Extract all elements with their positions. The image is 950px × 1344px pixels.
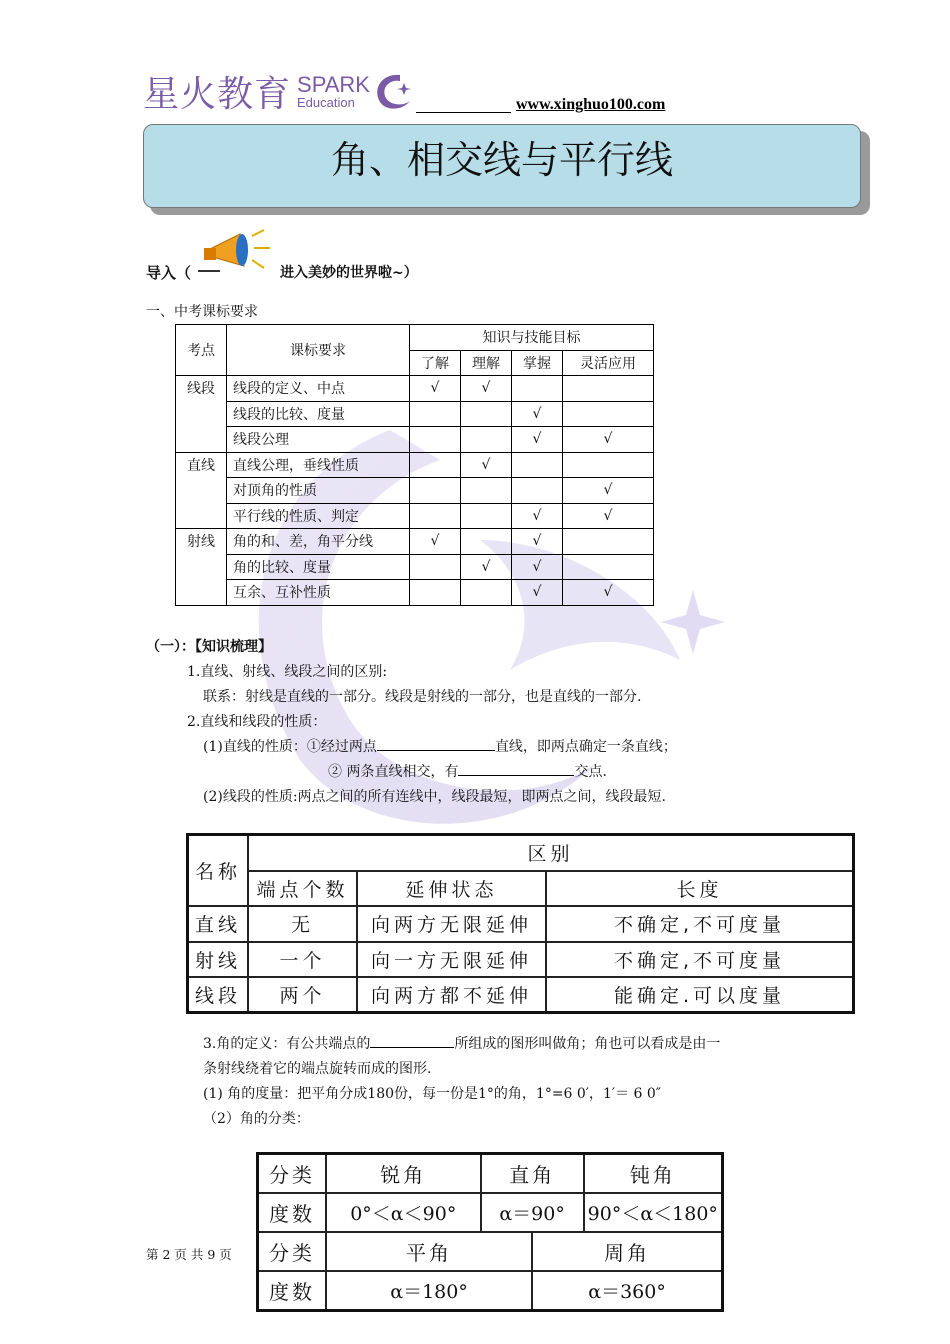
section-heading-requirements: 一、中考课标要求 bbox=[146, 304, 258, 320]
logo-education: Education bbox=[297, 94, 355, 110]
paragraph bbox=[328, 761, 607, 781]
text-part: (1)直线的性质：①经过两点 bbox=[203, 739, 377, 755]
table-header: 度数 bbox=[258, 1193, 327, 1232]
fill-blank[interactable] bbox=[458, 761, 574, 776]
table-cell: √ bbox=[410, 376, 461, 402]
table-header: 名称 bbox=[188, 835, 249, 906]
table-header: 区别 bbox=[248, 835, 854, 871]
table-cell: 周角 bbox=[532, 1232, 722, 1271]
table-cell: 两个 bbox=[248, 977, 357, 1013]
table-cell bbox=[461, 478, 512, 504]
table-cell: 无 bbox=[248, 906, 357, 942]
paragraph: 1.直线、射线、线段之间的区别: bbox=[187, 664, 388, 680]
table-header: 掌握 bbox=[512, 350, 563, 376]
text-part: 所组成的图形叫做角；角也可以看成是由一 bbox=[454, 1036, 721, 1052]
table-cell: √ bbox=[512, 580, 563, 606]
text-part: 3.角的定义：有公共端点的 bbox=[203, 1036, 371, 1052]
table-cell: 线段公理 bbox=[227, 427, 410, 453]
page-title: 角、相交线与平行线 bbox=[330, 138, 673, 182]
table-cell: 平角 bbox=[326, 1232, 532, 1271]
fill-blank[interactable] bbox=[370, 1033, 454, 1048]
table-cell: α＝360° bbox=[532, 1271, 722, 1311]
table-cell-point: 线段 bbox=[176, 376, 227, 453]
table-cell: √ bbox=[563, 503, 654, 529]
table-cell: 锐角 bbox=[326, 1154, 481, 1194]
table-header: 分类 bbox=[258, 1232, 327, 1271]
intro-label: 导入（ bbox=[146, 264, 192, 282]
table-header: 知识与技能目标 bbox=[410, 325, 654, 351]
table-header: 灵活应用 bbox=[563, 350, 654, 376]
table-cell: α＝180° bbox=[326, 1271, 532, 1311]
table-cell bbox=[461, 401, 512, 427]
table-cell: 直线公理，垂线性质 bbox=[227, 452, 410, 478]
table-cell: 钝角 bbox=[584, 1154, 723, 1194]
table-cell: √ bbox=[512, 503, 563, 529]
table-cell: 角的比较、度量 bbox=[227, 554, 410, 580]
angle-classification-table bbox=[256, 1152, 724, 1312]
section-heading-knowledge: （一）：【知识梳理】 bbox=[146, 639, 272, 655]
table-cell: 线段 bbox=[188, 977, 249, 1013]
table-header: 度数 bbox=[258, 1271, 327, 1311]
paragraph: （2）角的分类： bbox=[203, 1111, 310, 1127]
table-cell: √ bbox=[563, 580, 654, 606]
table-cell bbox=[410, 580, 461, 606]
table-cell: √ bbox=[563, 427, 654, 453]
table-cell: α＝90° bbox=[481, 1193, 584, 1232]
table-cell bbox=[461, 580, 512, 606]
table-cell: 向两方都不延伸 bbox=[357, 977, 546, 1013]
website-url[interactable]: www.xinghuo100.com bbox=[516, 96, 666, 113]
table-cell: √ bbox=[512, 529, 563, 555]
megaphone-icon bbox=[192, 226, 278, 276]
fill-blank[interactable] bbox=[377, 736, 495, 751]
table-header: 分类 bbox=[258, 1154, 327, 1194]
table-cell: 射线 bbox=[188, 942, 249, 977]
logo-chinese: 星火教育 bbox=[143, 73, 292, 115]
table-cell bbox=[512, 478, 563, 504]
table-cell-point: 直线 bbox=[176, 452, 227, 529]
table-cell: 线段的定义、中点 bbox=[227, 376, 410, 402]
title-banner bbox=[143, 124, 861, 208]
text-part: ② 两条直线相交，有 bbox=[328, 764, 459, 780]
table-cell: √ bbox=[461, 554, 512, 580]
brand-logo bbox=[143, 66, 414, 116]
table-cell bbox=[410, 478, 461, 504]
paragraph: (1) 角的度量：把平角分成180份，每一份是1°的角，1°=6 0′，1′＝ 6 0″ bbox=[203, 1086, 662, 1102]
table-header: 了解 bbox=[410, 350, 461, 376]
requirements-table bbox=[175, 324, 654, 606]
paragraph bbox=[203, 736, 677, 756]
table-cell: 平行线的性质、判定 bbox=[227, 503, 410, 529]
table-header: 端点个数 bbox=[248, 871, 357, 906]
table-header: 长度 bbox=[546, 871, 854, 906]
table-cell bbox=[410, 503, 461, 529]
table-cell: √ bbox=[512, 554, 563, 580]
table-cell: 互余、互补性质 bbox=[227, 580, 410, 606]
table-cell: 向一方无限延伸 bbox=[357, 942, 546, 977]
text-part: 直线，即两点确定一条直线； bbox=[494, 739, 677, 755]
url-rule bbox=[416, 112, 511, 113]
paragraph: (2)线段的性质:两点之间的所有连线中，线段最短，即两点之间，线段最短. bbox=[203, 789, 666, 805]
table-cell-point: 射线 bbox=[176, 529, 227, 606]
table-cell bbox=[563, 376, 654, 402]
paragraph: 联系：射线是直线的一部分。线段是射线的一部分，也是直线的一部分. bbox=[203, 689, 642, 705]
logo-spark: SPARK bbox=[297, 71, 370, 97]
table-cell: 线段的比较、度量 bbox=[227, 401, 410, 427]
paragraph: 2.直线和线段的性质： bbox=[187, 714, 327, 730]
table-cell: √ bbox=[461, 376, 512, 402]
table-cell: 直线 bbox=[188, 906, 249, 942]
table-cell: 不确定,不可度量 bbox=[546, 906, 854, 942]
text-part: 交点. bbox=[574, 764, 607, 780]
table-cell bbox=[410, 554, 461, 580]
table-cell bbox=[461, 529, 512, 555]
page-number: 第 2 页 共 9 页 bbox=[146, 1247, 232, 1262]
table-cell: 不确定,不可度量 bbox=[546, 942, 854, 977]
table-header: 延伸状态 bbox=[357, 871, 546, 906]
table-cell: 直角 bbox=[481, 1154, 584, 1194]
table-cell: √ bbox=[410, 529, 461, 555]
table-cell: √ bbox=[512, 427, 563, 453]
table-header: 理解 bbox=[461, 350, 512, 376]
table-header: 考点 bbox=[176, 325, 227, 376]
paragraph: 条射线绕着它的端点旋转而成的图形. bbox=[203, 1061, 432, 1077]
table-header: 课标要求 bbox=[227, 325, 410, 376]
table-cell bbox=[563, 401, 654, 427]
table-cell: 90°＜α＜180° bbox=[584, 1193, 723, 1232]
table-cell: 对顶角的性质 bbox=[227, 478, 410, 504]
table-cell: √ bbox=[563, 478, 654, 504]
swirl-icon bbox=[370, 69, 414, 113]
table-cell bbox=[410, 401, 461, 427]
table-cell bbox=[410, 452, 461, 478]
table-cell bbox=[461, 427, 512, 453]
table-cell bbox=[563, 554, 654, 580]
table-cell bbox=[410, 427, 461, 453]
table-cell: 0°＜α＜90° bbox=[326, 1193, 481, 1232]
table-cell: 向两方无限延伸 bbox=[357, 906, 546, 942]
table-cell bbox=[512, 376, 563, 402]
table-cell: √ bbox=[512, 401, 563, 427]
table-cell bbox=[512, 452, 563, 478]
logo-english bbox=[297, 71, 370, 110]
table-cell bbox=[563, 529, 654, 555]
table-cell: 角的和、差，角平分线 bbox=[227, 529, 410, 555]
intro-text: 进入美妙的世界啦~） bbox=[280, 265, 418, 281]
table-cell: √ bbox=[461, 452, 512, 478]
table-cell bbox=[461, 503, 512, 529]
line-comparison-table bbox=[186, 833, 855, 1014]
paragraph bbox=[203, 1033, 720, 1053]
table-cell: 一个 bbox=[248, 942, 357, 977]
table-cell bbox=[563, 452, 654, 478]
table-cell: 能确定.可以度量 bbox=[546, 977, 854, 1013]
